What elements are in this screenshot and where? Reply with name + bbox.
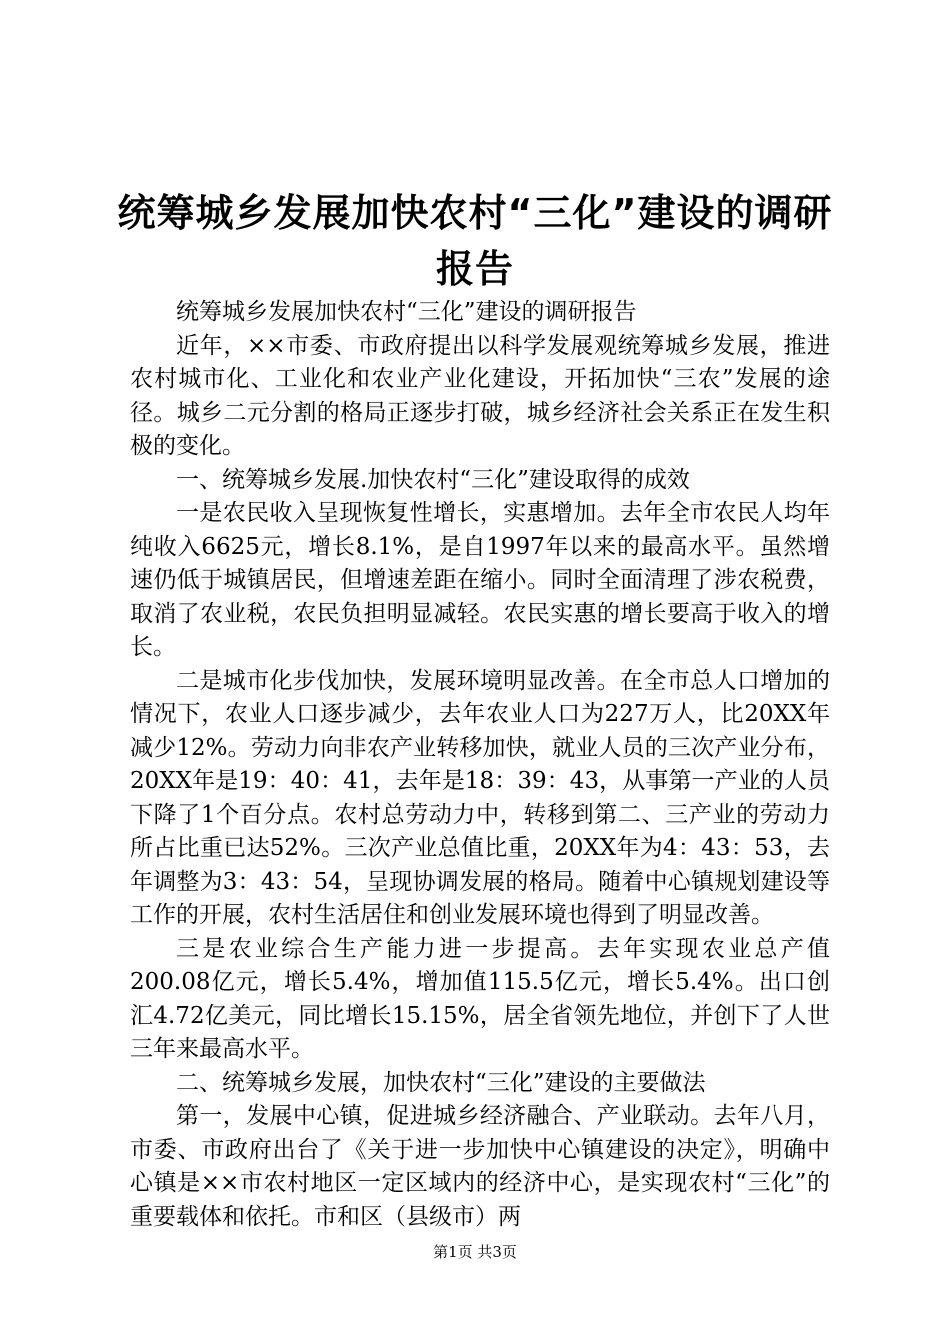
paragraph-point-3: 三是农业综合生产能力进一步提高。去年实现农业总产值200.08亿元，增长5.4%，增加值115.5亿元，增长5.4%。出口创汇4.72亿美元，同比增长15.15%，居全省领先地位，并创下了人世三年来最高水平。 [130,935,830,1062]
paragraph-point-2: 二是城市化步伐加快，发展环境明显改善。在全市总人口增加的情况下，农业人口逐步减少，去年农业人口为227万人，比20XX年减少12%。劳动力向非农产业转移加快，就业人员的三次产业分布，20XX年是19：40：41，去年是18：39：43，从事第一产业的人员下降了1个百分点。农村总劳动力中，转移到第二、三产业的劳动力所占比重已达52%。三次产业总值比重，20XX年为4：43：53，去年调整为3：43：54，呈现协调发展的格局。随着中心镇规划建设等工作的开展，农村生活居住和创业发展环境也得到了明显改善。 [130,667,830,928]
paragraph-intro: 近年，××市委、市政府提出以科学发展观统筹城乡发展，推进农村城市化、工业化和农业产业化建设，开拓加快“三农”发展的途径。城乡二元分割的格局正逐步打破，城乡经济社会关系正在发生积极的变化。 [130,332,830,459]
paragraph-point-1: 一是农民收入呈现恢复性增长，实惠增加。去年全市农民人均年纯收入6625元，增长8.1%，是自1997年以来的最高水平。虽然增速仍低于城镇居民，但增速差距在缩小。同时全面清理了涉农税费，取消了农业税，农民负担明显减轻。农民实惠的增长要高于收入的增长。 [130,500,830,660]
document-title: 统筹城乡发展加快农村“三化”建设的调研报告 [117,191,833,292]
page-footer: 第1页 共3页 [433,1243,517,1261]
document-body [130,296,830,1234]
paragraph-subtitle: 统筹城乡发展加快农村“三化”建设的调研报告 [176,299,637,325]
paragraph-measure-1: 第一，发展中心镇，促进城乡经济融合、产业联动。去年八月，市委、市政府出台了《关于进一步加快中心镇建设的决定》，明确中心镇是××市农村地区一定区域内的经济中心，是实现农村“三化”的重要载体和依托。市和区（县级市）两 [130,1103,830,1230]
section-heading-1: 一、统筹城乡发展.加快农村“三化”建设取得的成效 [176,466,690,493]
section-heading-2: 二、统筹城乡发展，加快农村“三化”建设的主要做法 [176,1069,706,1096]
